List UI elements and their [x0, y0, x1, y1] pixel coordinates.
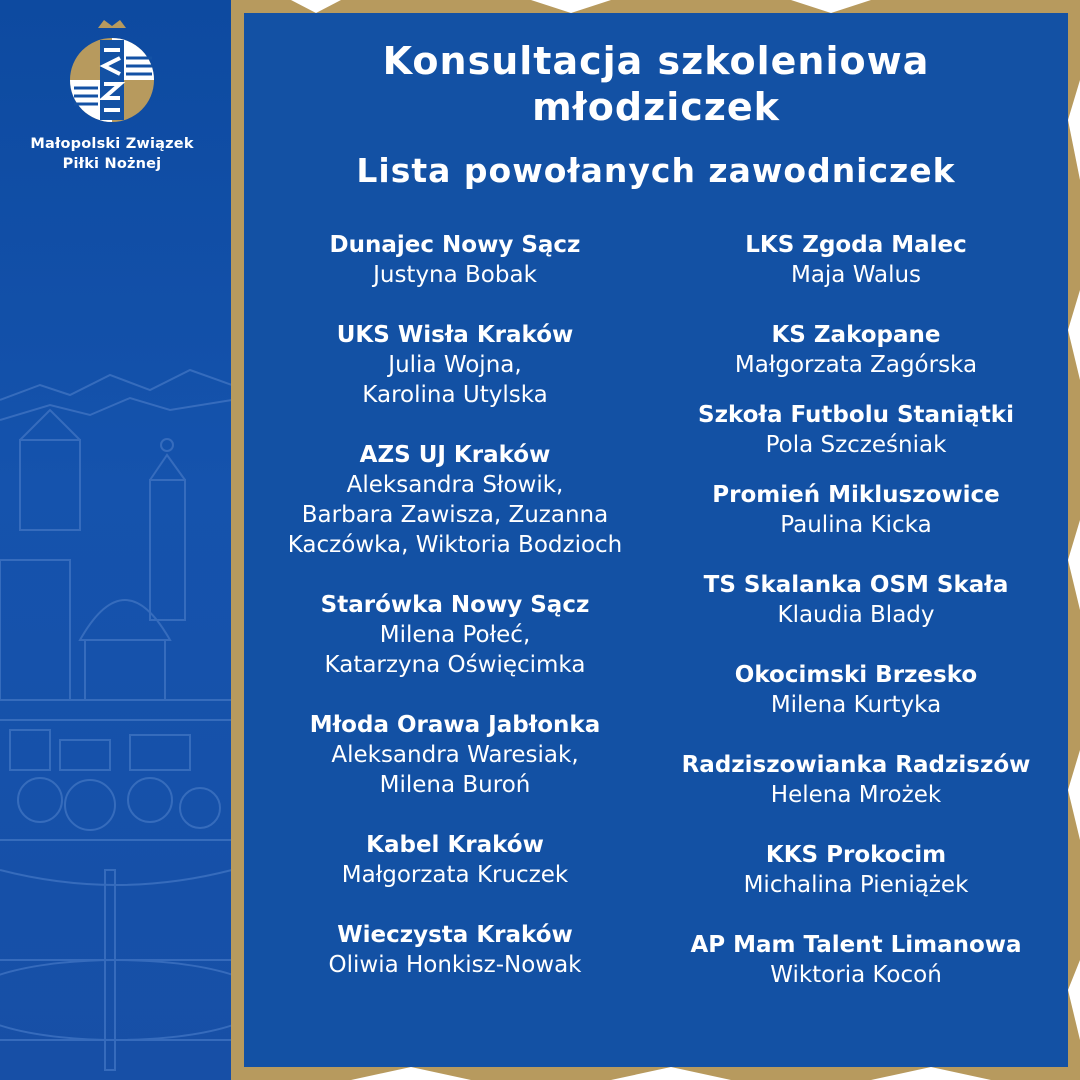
right-club-list: [655, 230, 1057, 990]
player-name: Maja Walus: [790, 262, 922, 288]
player-name: Kaczówka, Wiktoria Bodzioch: [287, 532, 623, 558]
player-list: [655, 430, 1057, 460]
club-name: TS Skalanka OSM Skała: [703, 572, 1009, 598]
club-name: LKS Zgoda Malec: [745, 232, 967, 258]
player-name: Wiktoria Kocoń: [770, 962, 942, 988]
organization-name: [0, 134, 224, 174]
player-list: [655, 780, 1057, 810]
club-entry: [250, 710, 660, 800]
club-name: Szkoła Futbolu Staniątki: [698, 402, 1014, 428]
player-list: [250, 260, 660, 290]
player-name: Katarzyna Oświęcimka: [324, 652, 586, 678]
player-list: [655, 690, 1057, 720]
club-entry: [655, 230, 1057, 290]
player-name: Paulina Kicka: [780, 512, 932, 538]
player-name: Helena Mrożek: [770, 782, 942, 808]
player-list: [250, 620, 660, 680]
club-name: Okocimski Brzesko: [734, 662, 978, 688]
club-name: KKS Prokocim: [765, 842, 947, 868]
player-list: [655, 960, 1057, 990]
club-entry: [655, 930, 1057, 990]
club-entry: [250, 320, 660, 410]
player-name: Pola Szcześniak: [765, 432, 947, 458]
player-list: [655, 510, 1057, 540]
club-entry: [655, 480, 1057, 540]
club-name: Kabel Kraków: [366, 832, 544, 858]
club-name: UKS Wisła Kraków: [336, 322, 574, 348]
club-entry: [655, 660, 1057, 720]
club-entry: [250, 920, 660, 980]
player-name: Klaudia Blady: [777, 602, 935, 628]
page-subtitle: Lista powołanych zawodniczek: [356, 151, 956, 190]
club-entry: [250, 830, 660, 890]
club-entry: [655, 750, 1057, 810]
club-name: Dunajec Nowy Sącz: [329, 232, 581, 258]
club-name: Wieczysta Kraków: [337, 922, 573, 948]
player-list: [655, 600, 1057, 630]
player-name: Karolina Utylska: [362, 382, 548, 408]
player-name: Barbara Zawisza, Zuzanna: [301, 502, 609, 528]
player-name: Michalina Pieniążek: [743, 872, 969, 898]
player-list: [250, 470, 660, 560]
club-name: AZS UJ Kraków: [359, 442, 551, 468]
player-name: Milena Połeć,: [379, 622, 531, 648]
club-entry: [655, 320, 1057, 380]
organization-name-line1: Małopolski Związek: [30, 136, 194, 152]
player-name: Milena Kurtyka: [770, 692, 942, 718]
club-name: Starówka Nowy Sącz: [320, 592, 590, 618]
player-name: Julia Wojna,: [388, 352, 522, 378]
player-list: [250, 860, 660, 890]
player-name: Aleksandra Waresiak,: [331, 742, 579, 768]
title-line1: Konsultacja szkoleniowa: [382, 39, 930, 83]
club-entry: [655, 400, 1057, 460]
player-name: Milena Buroń: [379, 772, 531, 798]
mzpn-logo-icon: [64, 18, 160, 128]
club-entry: [250, 230, 660, 290]
club-name: Radziszowianka Radziszów: [681, 752, 1031, 778]
page-title: [244, 38, 1068, 130]
title-line2: młodziczek: [532, 85, 780, 129]
left-club-list: [250, 230, 660, 980]
player-name: Małgorzata Zagórska: [734, 352, 978, 378]
player-name: Małgorzata Kruczek: [341, 862, 569, 888]
club-entry: [655, 840, 1057, 900]
organization-name-line2: Piłki Nożnej: [62, 156, 162, 172]
club-entry: [250, 590, 660, 680]
player-name: Oliwia Honkisz-Nowak: [328, 952, 582, 978]
player-name: Justyna Bobak: [373, 262, 537, 288]
player-list: [655, 260, 1057, 290]
club-entry: [655, 570, 1057, 630]
player-list: [655, 350, 1057, 380]
club-name: AP Mam Talent Limanowa: [690, 932, 1022, 958]
player-name: Aleksandra Słowik,: [346, 472, 564, 498]
club-entry: [250, 440, 660, 560]
club-name: Promień Mikluszowice: [712, 482, 1000, 508]
player-list: [250, 740, 660, 800]
player-list: [655, 870, 1057, 900]
player-list: [250, 950, 660, 980]
club-name: Młoda Orawa Jabłonka: [309, 712, 601, 738]
player-list: [250, 350, 660, 410]
club-name: KS Zakopane: [771, 322, 941, 348]
